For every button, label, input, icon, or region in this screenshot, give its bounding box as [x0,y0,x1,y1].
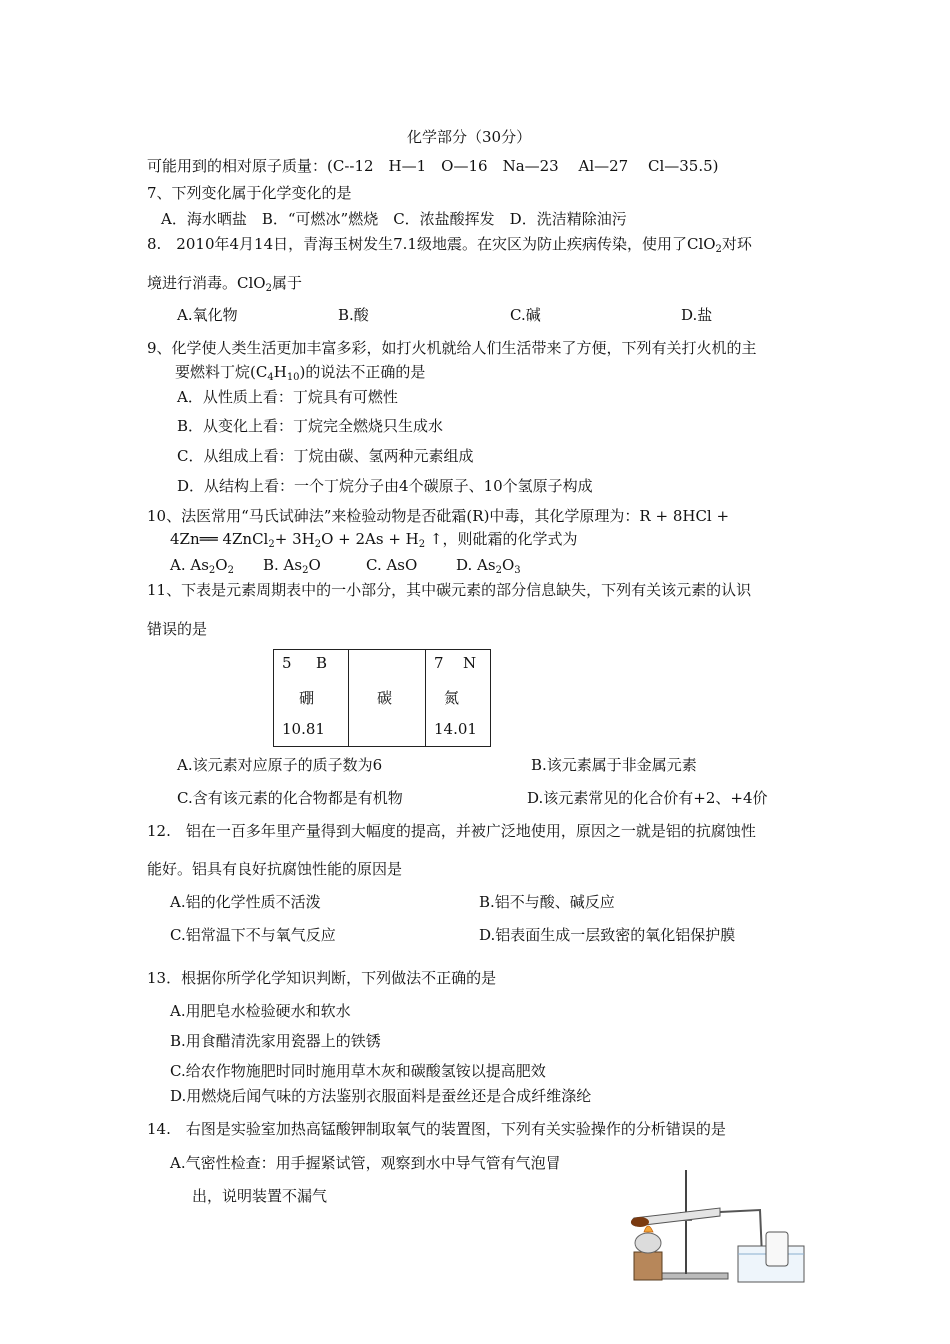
q10-line1: 10、法医常用“马氏试砷法”来检验动物是否砒霜(R)中毒，其化学原理为：R + 8HCl + [147,507,730,525]
carbon-name: 碳 [377,689,393,707]
q12-option-a: A.铝的化学性质不活泼 [170,893,321,911]
q9-option-c: C．从组成上看：丁烷由碳、氢两种元素组成 [177,447,474,465]
q11-option-a: A.该元素对应原子的质子数为6 [177,756,383,774]
alcohol-lamp [635,1233,661,1253]
stand-base [658,1273,728,1279]
element-cell-boron [274,650,349,747]
potassium-permanganate [631,1217,649,1227]
q10-line2: 4Zn══ 4ZnCl$_2$+ $3H_2O + 2As + H_2$ ↑，则砒霜的化学式为 [170,530,578,550]
q7-stem: 7、下列变化属于化学变化的是 [147,184,352,202]
nitrogen-atomic-number: 7 [434,654,444,672]
boron-name: 硼 [299,689,315,707]
q14-stem: 14. 右图是实验室加热高锰酸钾制取氧气的装置图，下列有关实验操作的分析错误的是 [147,1120,726,1138]
flame-icon [644,1226,653,1232]
q9-option-d: D．从结构上看：一个丁烷分子由4个碳原子、10个氢原子构成 [177,477,593,495]
periodic-table-fragment [273,649,491,747]
q8-option-c: C.碱 [510,306,541,324]
q13-option-a: A.用肥皂水检验硬水和软水 [170,1002,351,1020]
q12-option-c: C.铝常温下不与氧气反应 [170,926,336,944]
boron-mass: 10.81 [282,720,325,738]
q8-line1: 8. 2010年4月14日，青海玉树发生7.1级地震。在灾区为防止疾病传染，使用了ClO$_2$对环 [147,235,752,255]
q14-option-a-line1: A.气密性检查：用手握紧试管，观察到水中导气管有气泡冒 [170,1154,561,1172]
nitrogen-symbol: N [463,654,477,672]
q7-options: A．海水晒盐 B．“可燃冰”燃烧 C．浓盐酸挥发 D．洗洁精除油污 [161,210,627,228]
q13-option-c: C.给农作物施肥时同时施用草木灰和碳酸氢铵以提高肥效 [170,1062,546,1080]
oxygen-apparatus-illustration [620,1160,810,1290]
q13-option-b: B.用食醋清洗家用瓷器上的铁锈 [170,1032,381,1050]
q13-stem: 13．根据你所学化学知识判断，下列做法不正确的是 [147,969,497,987]
q12-line2: 能好。铝具有良好抗腐蚀性能的原因是 [147,860,403,878]
q8-option-b: B.酸 [338,306,369,324]
nitrogen-name: 氮 [444,689,460,707]
boron-atomic-number: 5 [282,654,292,672]
q10-option-a: A. $As_2O_2$ [170,556,234,576]
element-cell-carbon [349,650,426,747]
q13-option-d: D.用燃烧后闻气味的方法鉴别衣服面料是蚕丝还是合成纤维涤纶 [170,1087,592,1105]
q11-option-c: C.含有该元素的化合物都是有机物 [177,789,403,807]
q11-option-b: B.该元素属于非金属元素 [531,756,697,774]
q9-line1: 9、化学使人类生活更加丰富多彩，如打火机就给人们生活带来了方便，下列有关打火机的主 [147,339,757,357]
section-title: 化学部分（30分） [407,128,532,146]
q10-option-d: D. $As_2O_3$ [456,556,521,576]
q11-line1: 11、下表是元素周期表中的一小部分，其中碳元素的部分信息缺失，下列有关该元素的认识 [147,581,752,599]
q9-option-a: A．从性质上看：丁烷具有可燃性 [177,388,398,406]
q9-line2: 要燃料丁烷$(C_4H_{10})$的说法不正确的是 [175,363,426,383]
q12-line1: 12. 铝在一百多年里产量得到大幅度的提高，并被广泛地使用，原因之一就是铝的抗腐蚀性 [147,822,756,840]
q12-option-b: B.铝不与酸、碱反应 [479,893,615,911]
element-cell-nitrogen [426,650,491,747]
q11-option-d: D.该元素常见的化合价有+2、+4价 [527,789,768,807]
wood-block [634,1252,662,1280]
q9-option-b: B．从变化上看：丁烷完全燃烧只生成水 [177,417,444,435]
nitrogen-mass: 14.01 [434,720,477,738]
atomic-masses-note: 可能用到的相对原子质量：(C--12 H—1 O—16 Na—23 Al—27 Cl—35.5) [147,157,719,175]
gas-collecting-bottle [766,1232,788,1266]
q10-option-c: C. AsO [366,556,418,574]
q8-option-a: A.氧化物 [177,306,238,324]
q10-option-b: B. $As_2O$ [263,556,321,576]
q11-line2: 错误的是 [147,620,208,638]
q8-option-d: D.盐 [681,306,713,324]
q12-option-d: D.铝表面生成一层致密的氧化铝保护膜 [479,926,736,944]
q8-line2: 境进行消毒。ClO$_2$属于 [147,274,302,294]
boron-symbol: B [316,654,328,672]
q14-option-a-line2: 出，说明装置不漏气 [192,1187,328,1205]
